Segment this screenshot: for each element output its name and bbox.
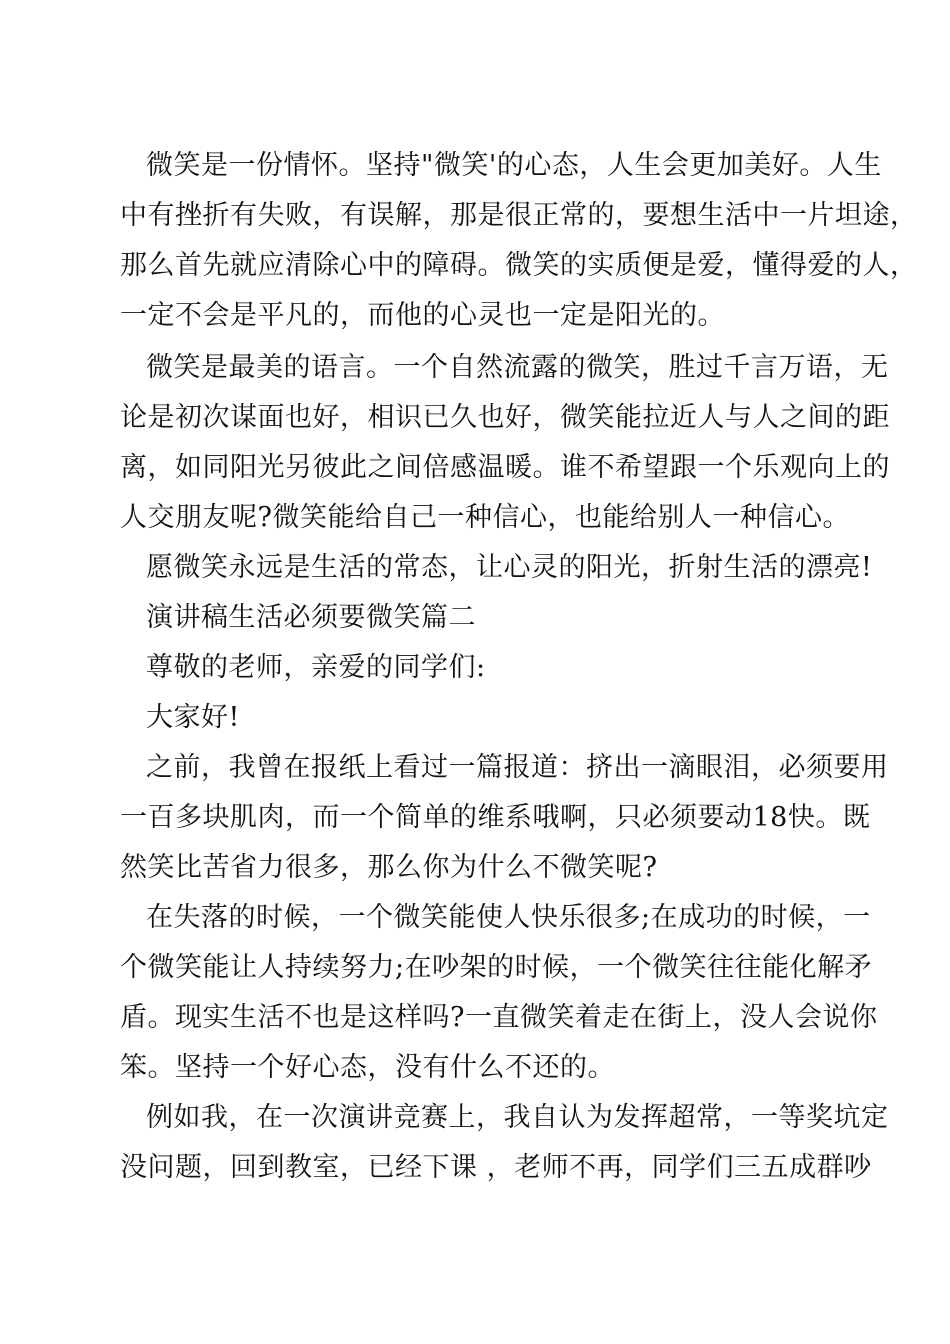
text-line: 离，如同阳光另彼此之间倍感温暖。谁不希望跟一个乐观向上的 bbox=[120, 452, 890, 483]
salutation: 尊敬的老师，亲爱的同学们: bbox=[146, 652, 486, 683]
text-line: 例如我，在一次演讲竞赛上，我自认为发挥超常，一等奖坑定 bbox=[146, 1102, 889, 1133]
text-line: 一百多块肌肉，而一个简单的维系哦啊，只必须要动18快。既 bbox=[120, 802, 871, 833]
text-line: 在失落的时候，一个微笑能使人快乐很多;在成功的时候，一 bbox=[146, 902, 871, 933]
text-line: 然笑比苦省力很多，那么你为什么不微笑呢? bbox=[120, 852, 658, 883]
text-line: 一定不会是平凡的，而他的心灵也一定是阳光的。 bbox=[120, 300, 725, 331]
text-line: 盾。现实生活不也是这样吗?一直微笑着走在街上，没人会说你 bbox=[120, 1002, 878, 1033]
text-line: 微笑是一份情怀。坚持"微笑'的心态，人生会更加美好。人生 bbox=[146, 150, 882, 181]
greeting: 大家好! bbox=[146, 702, 240, 733]
text-line: 之前，我曾在报纸上看过一篇报道：挤出一滴眼泪，必须要用 bbox=[146, 752, 889, 783]
text-line: 微笑是最美的语言。一个自然流露的微笑，胜过千言万语，无 bbox=[146, 352, 889, 383]
text-line: 论是初次谋面也好，相识已久也好，微笑能拉近人与人之间的距 bbox=[120, 402, 890, 433]
text-line: 那么首先就应清除心中的障碍。微笑的实质便是爱，懂得爱的人， bbox=[120, 250, 918, 281]
section-heading: 演讲稿生活必须要微笑篇二 bbox=[146, 602, 476, 633]
text-line: 愿微笑永远是生活的常态，让心灵的阳光，折射生活的漂亮! bbox=[146, 552, 873, 583]
text-line: 没问题，回到教室，已经下课 ，老师不再，同学们三五成群吵 bbox=[120, 1152, 872, 1183]
text-line: 中有挫折有失败，有误解，那是很正常的，要想生活中一片坦途， bbox=[120, 200, 918, 231]
text-line: 个微笑能让人持续努力;在吵架的时候，一个微笑往往能化解矛 bbox=[120, 952, 873, 983]
text-line: 笨。坚持一个好心态，没有什么不还的。 bbox=[120, 1052, 615, 1083]
text-line: 人交朋友呢?微笑能给自己一种信心，也能给别人一种信心。 bbox=[120, 502, 850, 533]
